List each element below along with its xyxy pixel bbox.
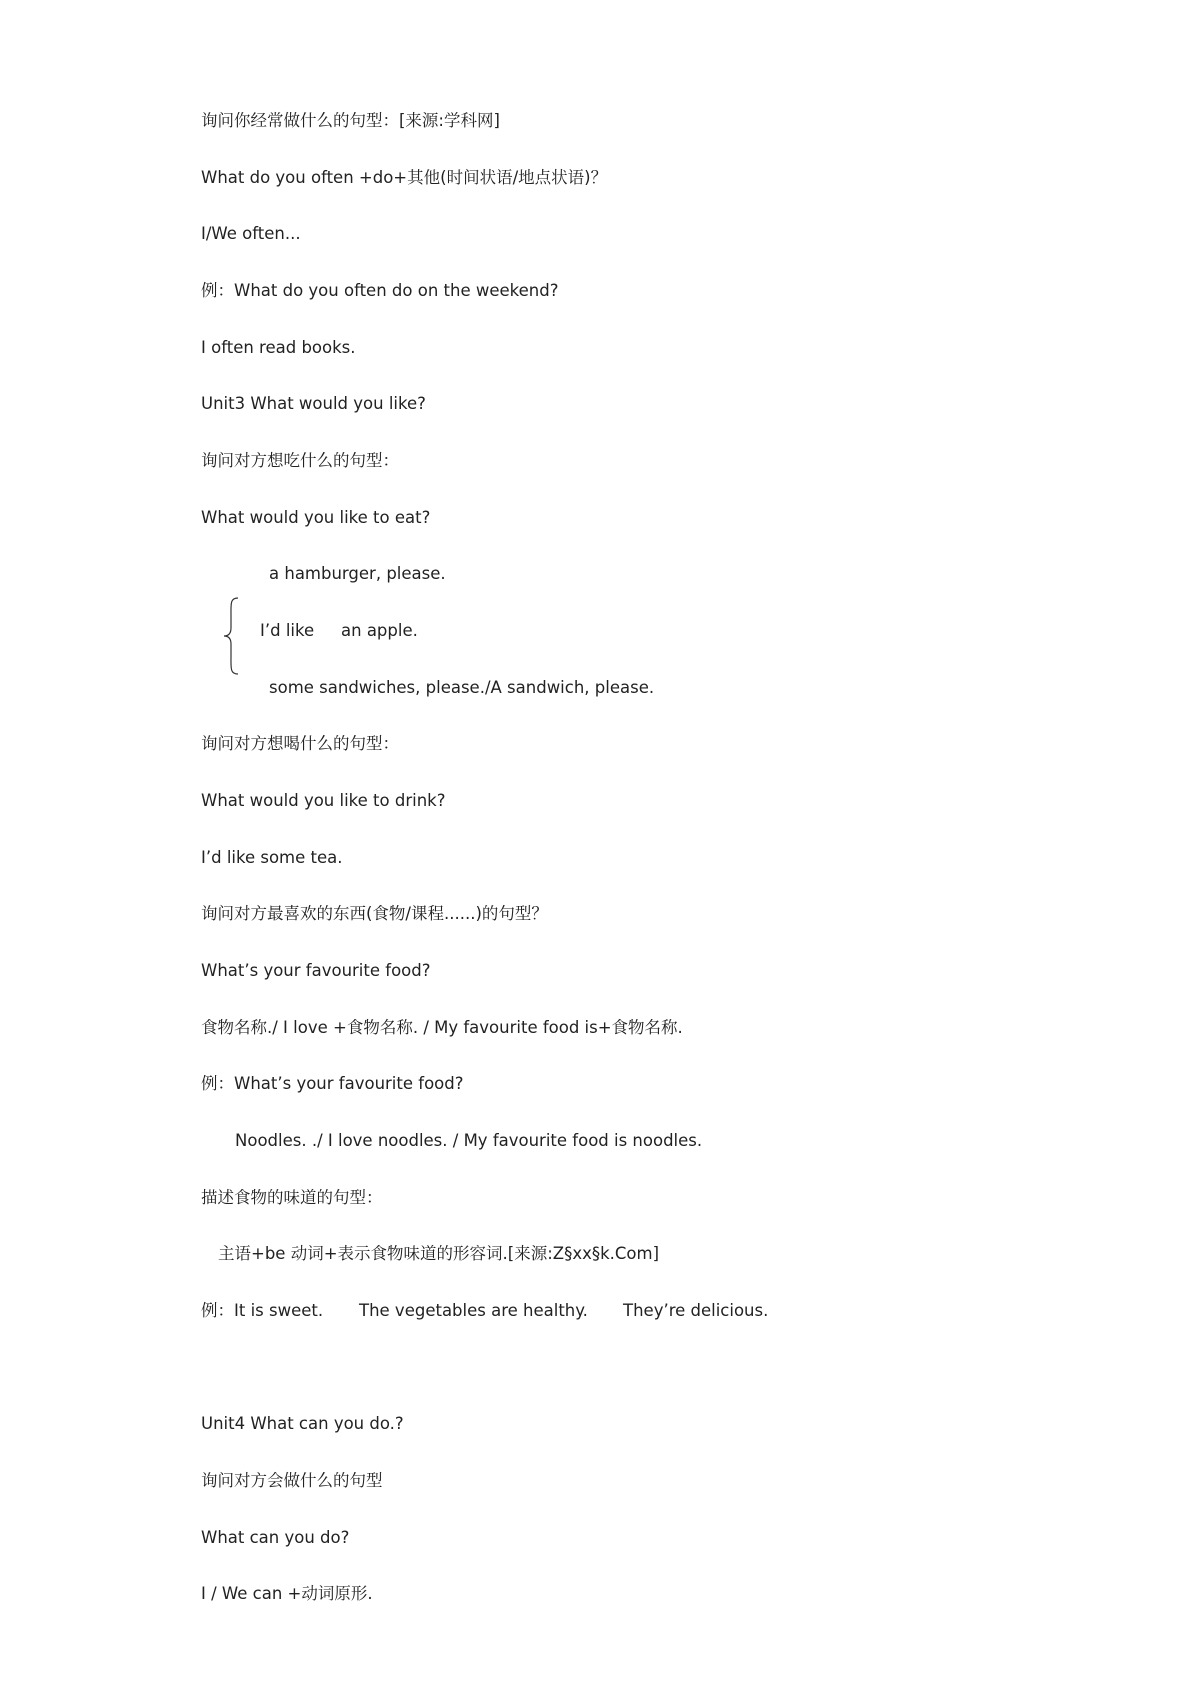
heading-can-do: 询问对方会做什么的句型 <box>201 1471 383 1490</box>
pattern-taste: 主语+be 动词+表示食物味道的形容词.[来源:Z§xx§k.Com] <box>218 1244 660 1263</box>
option-apple: an apple. <box>341 621 418 640</box>
example-healthy: The vegetables are healthy. <box>359 1301 588 1320</box>
curly-brace-icon <box>222 596 242 676</box>
question-favourite: What’s your favourite food? <box>201 961 431 980</box>
heading-eat: 询问对方想吃什么的句型： <box>201 451 399 470</box>
unit3-title: Unit3 What would you like? <box>201 394 426 413</box>
answer-can: I / We can +动词原形. <box>201 1584 373 1603</box>
example-favourite: 例：What’s your favourite food? <box>201 1074 464 1093</box>
option-hamburger: a hamburger, please. <box>269 564 446 583</box>
heading-drink: 询问对方想喝什么的句型： <box>201 734 399 753</box>
option-sandwiches: some sandwiches, please./A sandwich, please. <box>269 678 655 697</box>
heading-often-do: 询问你经常做什么的句型：[来源:学科网] <box>201 111 500 130</box>
example-delicious: They’re delicious. <box>623 1301 769 1320</box>
pattern-often-do: What do you often +do+其他(时间状语/地点状语)？ <box>201 168 608 187</box>
unit4-title: Unit4 What can you do.? <box>201 1414 404 1433</box>
example-noodles: Noodles. ./ I love noodles. / My favourite food is noodles. <box>235 1131 703 1150</box>
question-drink: What would you like to drink? <box>201 791 446 810</box>
heading-taste: 描述食物的味道的句型： <box>201 1188 383 1207</box>
pattern-favourite-answer: 食物名称./ I love +食物名称. / My favourite food is+食物名称. <box>201 1018 683 1037</box>
example-sweet: 例：It is sweet. <box>201 1301 324 1320</box>
example-answer-books: I often read books. <box>201 338 356 357</box>
answer-tea: I’d like some tea. <box>201 848 343 867</box>
question-eat: What would you like to eat? <box>201 508 431 527</box>
id-like-label: I’d like <box>260 621 315 640</box>
example-weekend: 例：What do you often do on the weekend? <box>201 281 559 300</box>
question-can-do: What can you do? <box>201 1528 350 1547</box>
heading-favourite: 询问对方最喜欢的东西(食物/课程......)的句型？ <box>201 904 548 923</box>
answer-often: I/We often... <box>201 224 301 243</box>
